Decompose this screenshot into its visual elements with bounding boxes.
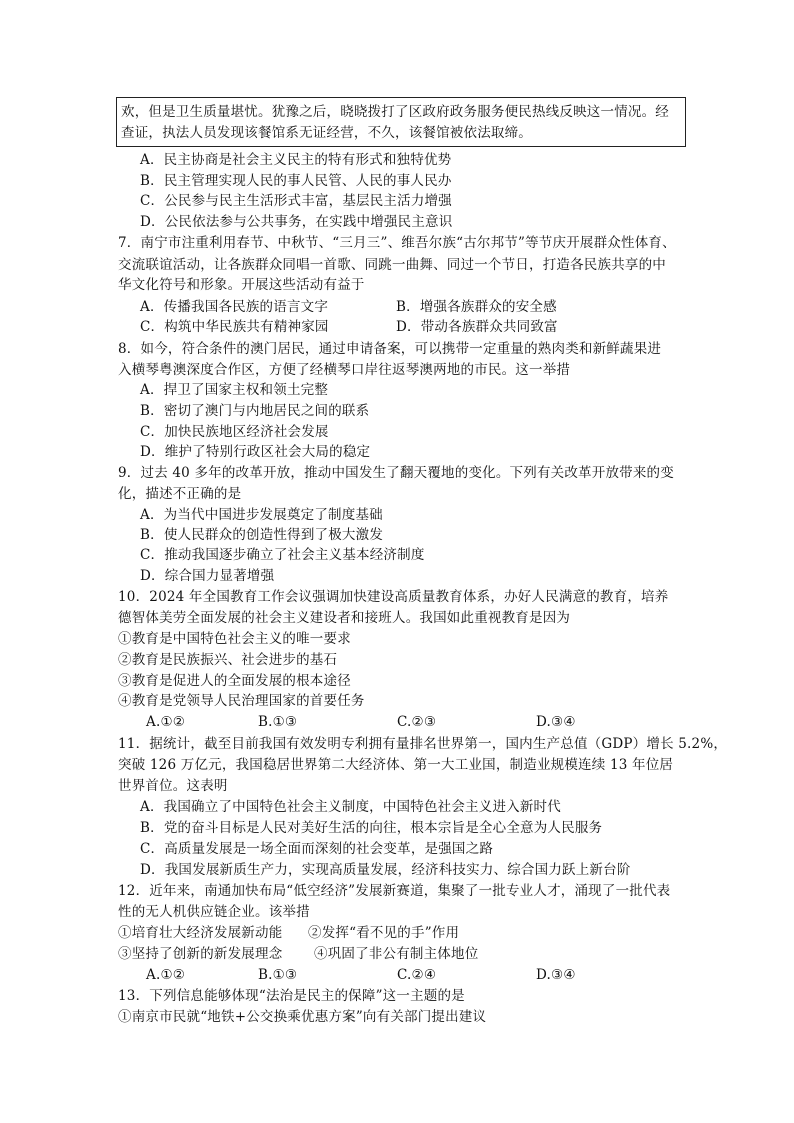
q10-stem: 10．2024 年全国教育工作会议强调加快建设高质量教育体系，办好人民满意的教育，培养 — [118, 589, 669, 605]
material-line: 欢，但是卫生质量堪忧。犹豫之后，晓晓拨打了区政府政务服务便民热线反映这一情况。经 — [121, 104, 669, 120]
q9-stem: 化，描述不正确的是 — [118, 486, 242, 502]
q12-statement: ③坚持了创新的新发展理念 — [118, 946, 283, 962]
q6-option-b: B．民主管理实现人民的事人民管、人民的事人民办 — [140, 173, 452, 189]
q9-option-a: A．为当代中国进步发展奠定了制度基础 — [140, 507, 383, 523]
q11-stem: 11．据统计，截至目前我国有效发明专利拥有量排名世界第一，国内生产总值（GDP）增长 5.2%， — [118, 736, 728, 752]
q8-option-b: B．密切了澳门与内地居民之间的联系 — [140, 403, 370, 419]
q12-option-d: D.③④ — [536, 967, 576, 983]
q10-statement: ④教育是党领导人民治理国家的首要任务 — [118, 693, 365, 709]
q7-option-a: A．传播我国各民族的语言文字 — [140, 299, 329, 315]
q10-option-d: D.③④ — [536, 714, 576, 730]
q7-option-d: D．带动各族群众共同致富 — [396, 319, 558, 335]
q12-stem: 12．近年来，南通加快布局“低空经济”发展新赛道，集聚了一批专业人才，涌现了一批代表 — [118, 883, 671, 899]
q11-option-c: C．高质量发展是一场全面而深刻的社会变革，是强国之路 — [140, 841, 494, 857]
q8-option-d: D．维护了特别行政区社会大局的稳定 — [140, 444, 371, 460]
q10-option-a: A.①② — [146, 714, 186, 730]
q10-option-c: C.②③ — [397, 714, 437, 730]
q9-option-b: B．使人民群众的创造性得到了极大激发 — [140, 527, 384, 543]
q12-statement: ②发挥“看不见的手”作用 — [308, 925, 460, 941]
q7-stem: 交流联谊活动，让各族群众同唱一首歌、同跳一曲舞、同过一个节日，打造各民族共享的中 — [118, 257, 666, 273]
q12-option-a: A.①② — [146, 967, 186, 983]
q9-option-c: C．推动我国逐步确立了社会主义基本经济制度 — [140, 547, 425, 563]
q13-stem: 13．下列信息能够体现“法治是民主的保障”这一主题的是 — [118, 988, 465, 1004]
q8-stem: 入横琴粤澳深度合作区，方便了经横琴口岸往返琴澳两地的市民。这一举措 — [118, 362, 571, 378]
q7-option-b: B．增强各族群众的安全感 — [396, 299, 557, 315]
q12-statement: ④巩固了非公有制主体地位 — [314, 946, 479, 962]
q6-option-d: D．公民依法参与公共事务，在实践中增强民主意识 — [140, 214, 453, 230]
q11-option-b: B．党的奋斗目标是人民对美好生活的向往，根本宗旨是全心全意为人民服务 — [140, 820, 603, 836]
q9-stem: 9．过去 40 多年的改革开放，推动中国发生了翻天覆地的变化。下列有关改革开放带来的变 — [118, 465, 674, 481]
q8-stem: 8．如今，符合条件的澳门居民，通过申请备案，可以携带一定重量的熟肉类和新鲜蔬果进 — [118, 341, 662, 357]
q8-option-a: A．捍卫了国家主权和领土完整 — [140, 382, 329, 398]
q7-option-c: C．构筑中华民族共有精神家园 — [140, 319, 329, 335]
q13-statement: ①南京市民就“地铁+公交换乘优惠方案”向有关部门提出建议 — [118, 1009, 487, 1025]
q10-statement: ③教育是促进人的全面发展的根本途径 — [118, 673, 351, 689]
q7-stem: 华文化符号和形象。开展这些活动有益于 — [118, 277, 365, 293]
material-line: 查证，执法人员发现该餐馆系无证经营，不久，该餐馆被依法取缔。 — [121, 125, 532, 141]
q12-statement: ①培育壮大经济发展新动能 — [118, 925, 283, 941]
q6-option-a: A．民主协商是社会主义民主的特有形式和独特优势 — [140, 152, 452, 168]
q9-option-d: D．综合国力显著增强 — [140, 568, 275, 584]
q6-option-c: C．公民参与民主生活形式丰富，基层民主活力增强 — [140, 193, 452, 209]
q10-statement: ①教育是中国特色社会主义的唯一要求 — [118, 631, 351, 647]
q11-option-d: D．我国发展新质生产力，实现高质量发展，经济科技实力、综合国力跃上新台阶 — [140, 862, 631, 878]
q8-option-c: C．加快民族地区经济社会发展 — [140, 424, 329, 440]
q12-option-c: C.②④ — [397, 967, 437, 983]
q10-stem: 德智体美劳全面发展的社会主义建设者和接班人。我国如此重视教育是因为 — [118, 610, 571, 626]
q11-stem: 突破 126 万亿元，我国稳居世界第二大经济体、第一大工业国，制造业规模连续 13 年位居 — [118, 757, 674, 773]
q11-stem: 世界首位。这表明 — [118, 778, 228, 794]
q10-option-b: B.①③ — [258, 714, 298, 730]
q12-stem: 性的无人机供应链企业。该举措 — [118, 904, 310, 920]
q7-stem: 7．南宁市注重利用春节、中秋节、“三月三”、维吾尔族“古尔邦节”等节庆开展群众性体育、 — [118, 235, 676, 251]
q10-statement: ②教育是民族振兴、社会进步的基石 — [118, 652, 338, 668]
q12-option-b: B.①③ — [258, 967, 298, 983]
q11-option-a: A．我国确立了中国特色社会主义制度，中国特色社会主义进入新时代 — [140, 799, 561, 815]
